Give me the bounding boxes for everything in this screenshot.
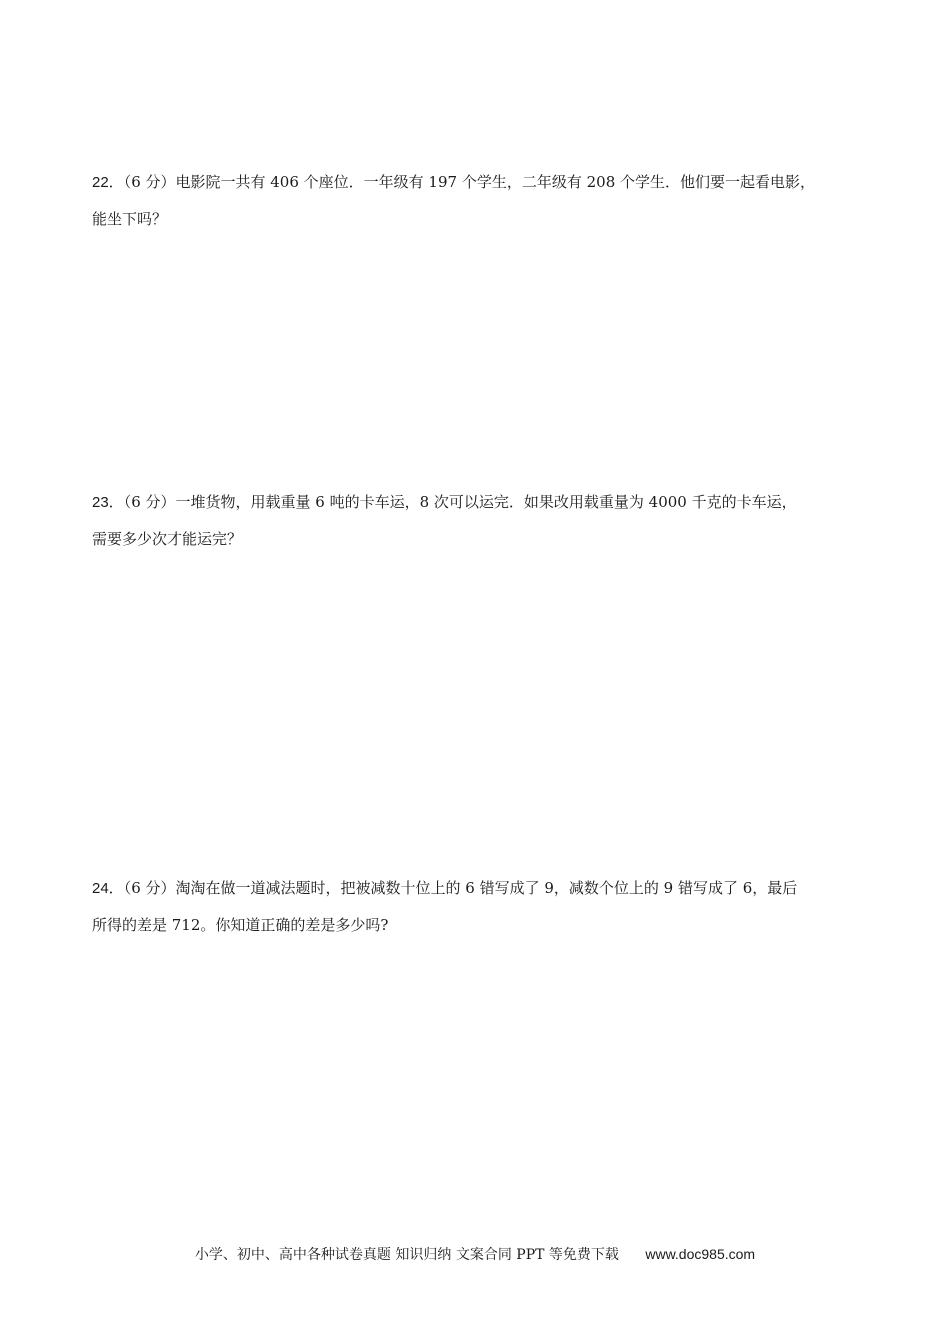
page-footer bbox=[0, 1240, 950, 1269]
question-23 bbox=[92, 484, 892, 557]
question-24 bbox=[92, 870, 892, 943]
question-23-line-1 bbox=[92, 484, 892, 521]
footer-url[interactable]: www.doc985.com bbox=[645, 1246, 756, 1262]
question-23-text-1: （6 分）一堆货物，用载重量 6 吨的卡车运，8 次可以运完．如果改用载重量为 4000 千克的卡车运， bbox=[123, 493, 797, 511]
footer-text: 小学、初中、高中各种试卷真题 知识归纳 文案合同 PPT 等免费下载 bbox=[194, 1247, 619, 1263]
question-24-text-1: （6 分）淘淘在做一道减法题时，把被减数十位上的 6 错写成了 9，减数个位上的 9 错写成了 6，最后 bbox=[123, 879, 798, 897]
question-23-number: 23． bbox=[92, 494, 124, 511]
question-24-line-1 bbox=[92, 870, 892, 907]
question-24-number: 24． bbox=[92, 880, 124, 897]
question-24-line-2: 所得的差是 712。你知道正确的差是多少吗? bbox=[92, 916, 389, 934]
question-22-text-1: （6 分）电影院一共有 406 个座位．一年级有 197 个学生，二年级有 208 个学生．他们要一起看电影， bbox=[123, 173, 816, 191]
question-22-number: 22． bbox=[92, 174, 124, 191]
question-22 bbox=[92, 164, 892, 237]
question-23-line-2: 需要多少次才能运完？ bbox=[92, 530, 243, 548]
question-22-line-1 bbox=[92, 164, 892, 201]
question-22-line-2: 能坐下吗？ bbox=[92, 210, 168, 228]
